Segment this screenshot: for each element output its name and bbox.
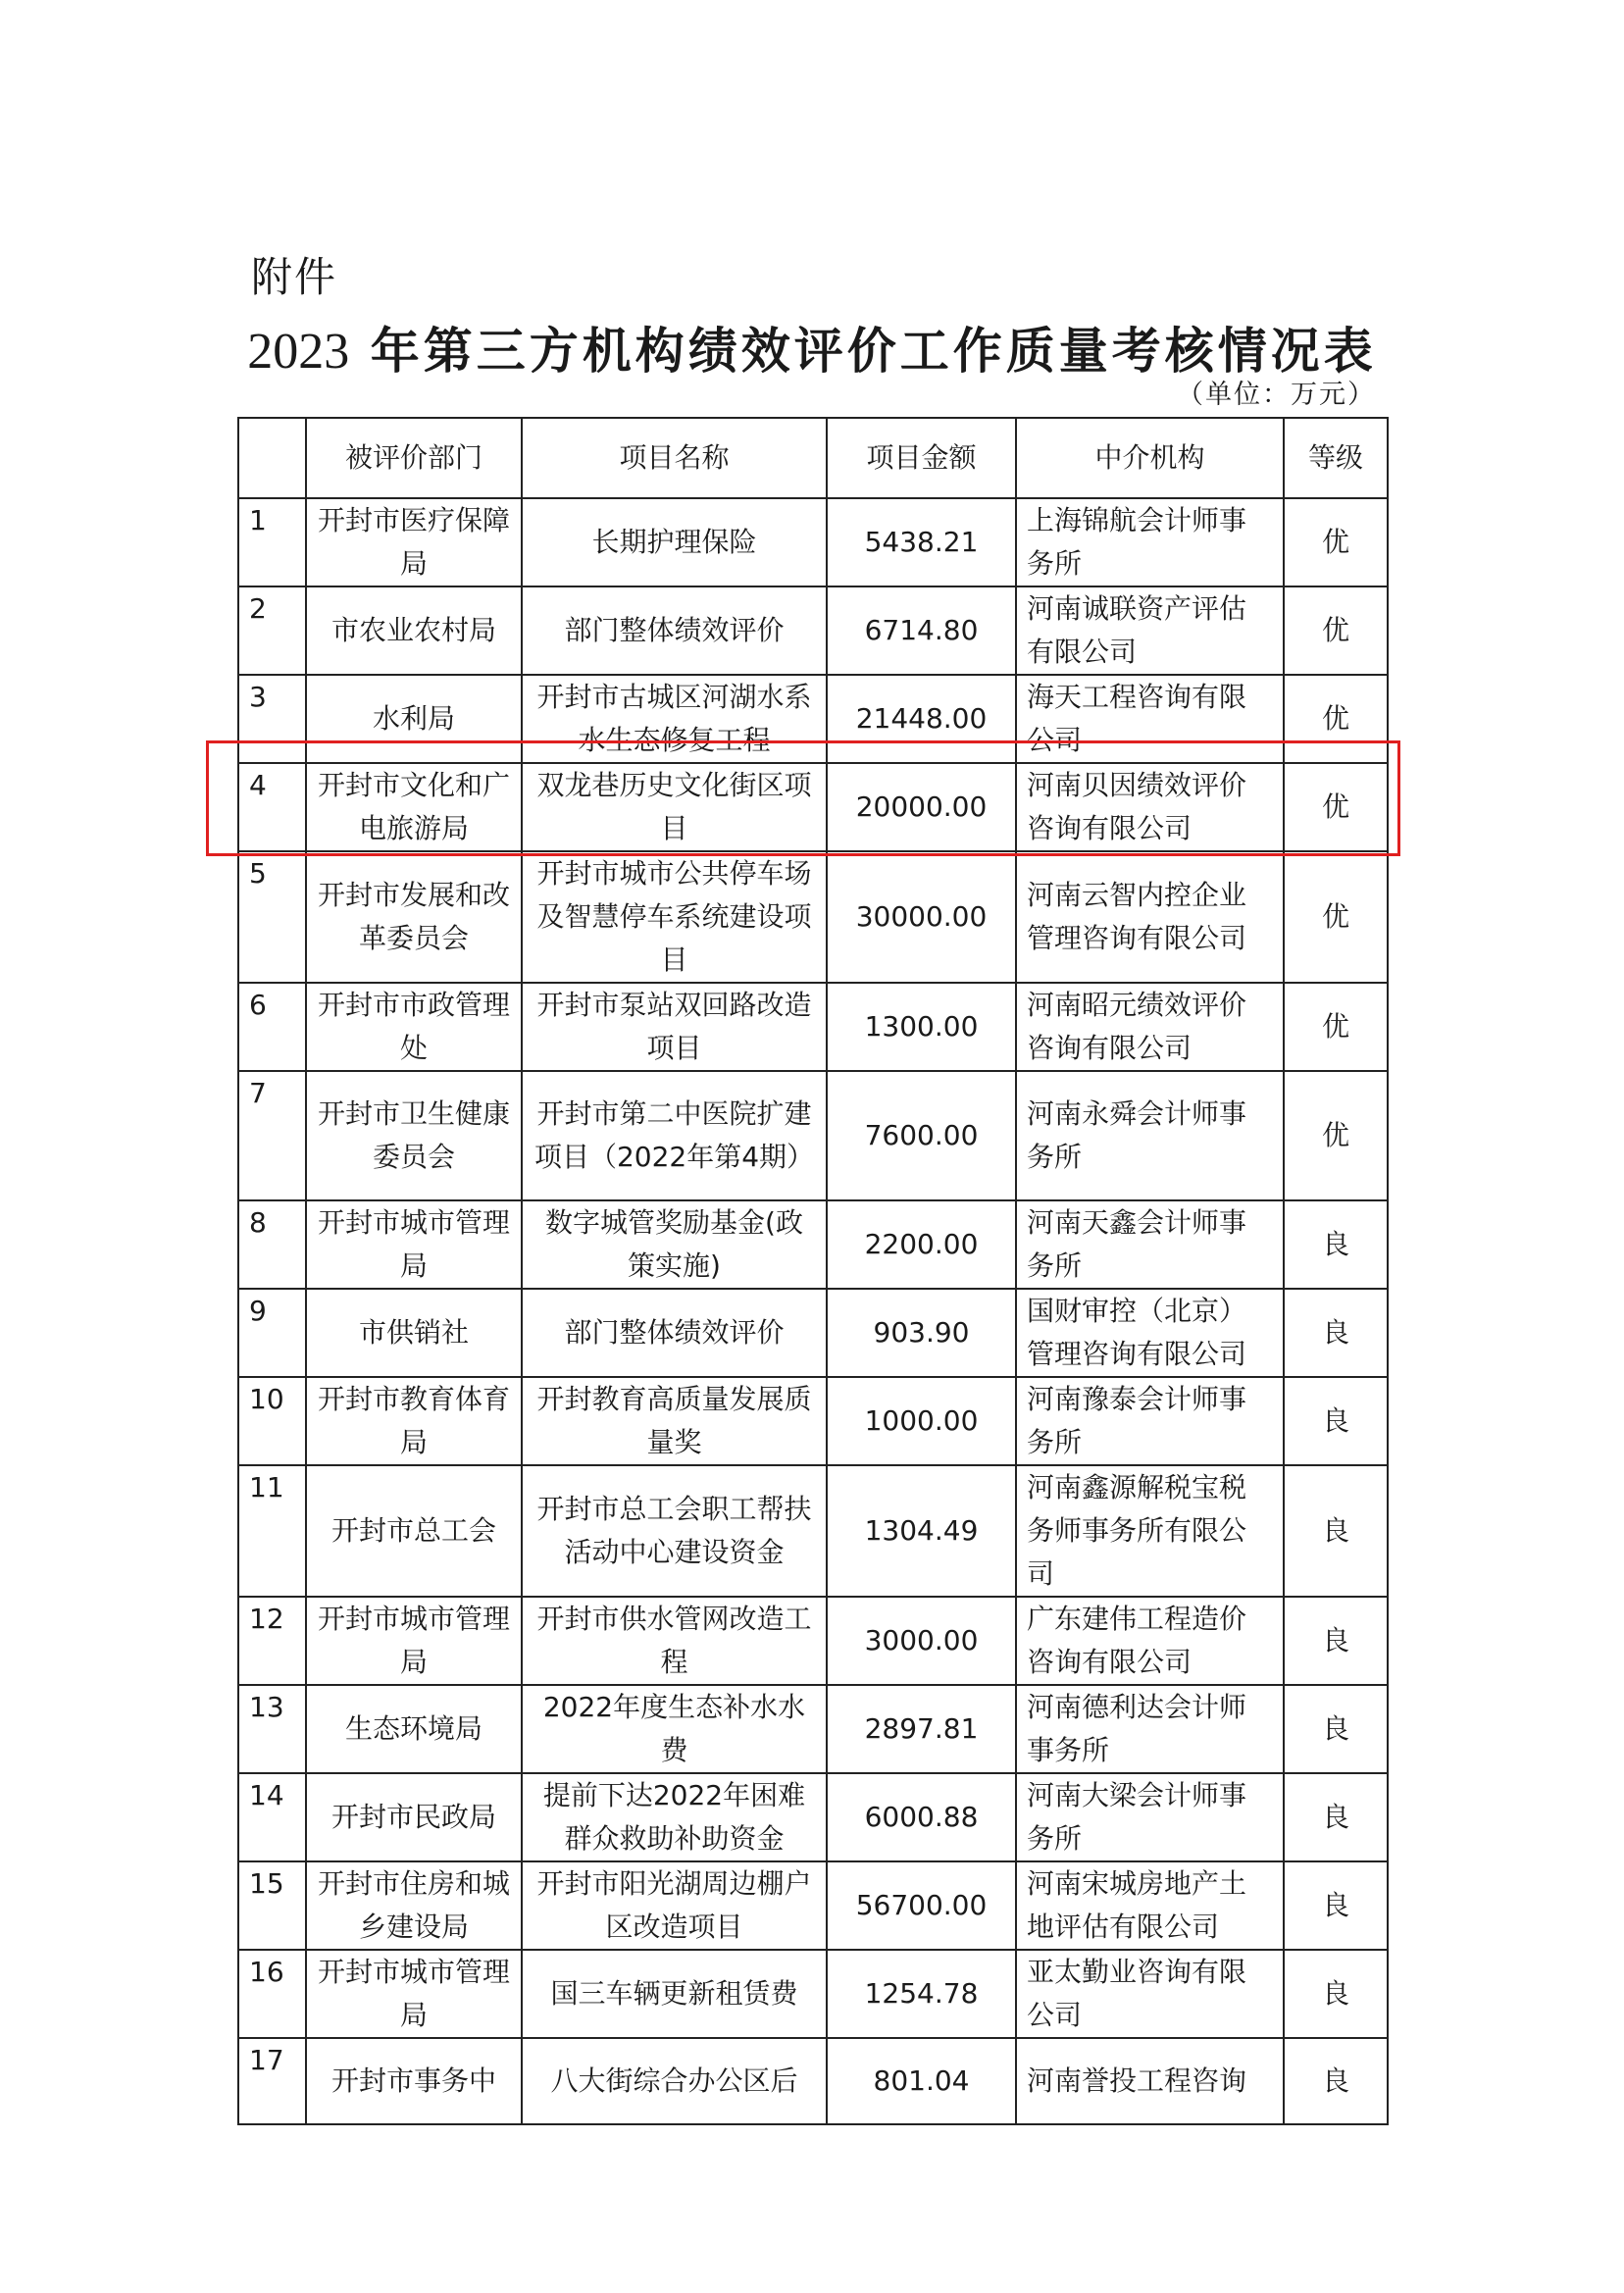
department-cell: 开封市文化和广电旅游局 — [306, 763, 522, 851]
agency-cell: 河南大梁会计师事务所 — [1016, 1773, 1284, 1861]
table-row — [238, 1685, 1388, 1773]
grade-cell: 良 — [1284, 1597, 1388, 1685]
grade-cell: 优 — [1284, 498, 1388, 586]
table-row — [238, 1200, 1388, 1289]
table-row — [238, 1861, 1388, 1950]
row-number: 14 — [238, 1773, 306, 1861]
grade-cell: 良 — [1284, 1861, 1388, 1950]
table-row — [238, 1377, 1388, 1465]
project-name-cell: 2022年度生态补水水费 — [522, 1685, 827, 1773]
table-row — [238, 983, 1388, 1071]
amount-cell: 2200.00 — [827, 1200, 1016, 1289]
agency-cell: 河南永舜会计师事务所 — [1016, 1071, 1284, 1200]
grade-cell: 优 — [1284, 1071, 1388, 1200]
project-name-cell: 提前下达2022年困难群众救助补助资金 — [522, 1773, 827, 1861]
department-cell: 开封市卫生健康委员会 — [306, 1071, 522, 1200]
table-row — [238, 498, 1388, 586]
amount-cell: 21448.00 — [827, 675, 1016, 763]
project-name-cell: 八大街综合办公区后 — [522, 2038, 827, 2124]
project-name-cell: 部门整体绩效评价 — [522, 586, 827, 675]
project-name-cell: 数字城管奖励基金(政策实施) — [522, 1200, 827, 1289]
department-cell: 开封市住房和城乡建设局 — [306, 1861, 522, 1950]
row-number: 13 — [238, 1685, 306, 1773]
agency-cell: 广东建伟工程造价咨询有限公司 — [1016, 1597, 1284, 1685]
project-name-cell: 开封市泵站双回路改造项目 — [522, 983, 827, 1071]
agency-cell: 河南诚联资产评估有限公司 — [1016, 586, 1284, 675]
department-cell: 水利局 — [306, 675, 522, 763]
grade-cell: 优 — [1284, 763, 1388, 851]
header-agency: 中介机构 — [1016, 418, 1284, 498]
agency-cell: 海天工程咨询有限公司 — [1016, 675, 1284, 763]
agency-cell: 河南天鑫会计师事务所 — [1016, 1200, 1284, 1289]
department-cell: 开封市民政局 — [306, 1773, 522, 1861]
title-text: 年第三方机构绩效评价工作质量考核情况表 — [370, 323, 1377, 380]
project-name-cell: 开封市第二中医院扩建项目（2022年第4期） — [522, 1071, 827, 1200]
agency-cell: 河南誉投工程咨询 — [1016, 2038, 1284, 2124]
row-number: 6 — [238, 983, 306, 1071]
attachment-label: 附件 — [251, 253, 338, 301]
header-amount: 项目金额 — [827, 418, 1016, 498]
table-row — [238, 1289, 1388, 1377]
agency-cell: 河南昭元绩效评价咨询有限公司 — [1016, 983, 1284, 1071]
grade-cell: 优 — [1284, 851, 1388, 983]
row-number: 10 — [238, 1377, 306, 1465]
department-cell: 开封市发展和改革委员会 — [306, 851, 522, 983]
department-cell: 生态环境局 — [306, 1685, 522, 1773]
table-row — [238, 1465, 1388, 1597]
header-project: 项目名称 — [522, 418, 827, 498]
project-name-cell: 部门整体绩效评价 — [522, 1289, 827, 1377]
agency-cell: 河南德利达会计师事务所 — [1016, 1685, 1284, 1773]
amount-cell: 1300.00 — [827, 983, 1016, 1071]
amount-cell: 903.90 — [827, 1289, 1016, 1377]
amount-cell: 3000.00 — [827, 1597, 1016, 1685]
page-title — [0, 312, 1624, 382]
project-name-cell: 开封教育高质量发展质量奖 — [522, 1377, 827, 1465]
table-body — [238, 498, 1388, 2124]
table-row — [238, 851, 1388, 983]
row-number: 3 — [238, 675, 306, 763]
grade-cell: 良 — [1284, 2038, 1388, 2124]
project-name-cell: 开封市总工会职工帮扶活动中心建设资金 — [522, 1465, 827, 1597]
row-number: 15 — [238, 1861, 306, 1950]
grade-cell: 优 — [1284, 586, 1388, 675]
grade-cell: 优 — [1284, 983, 1388, 1071]
project-name-cell: 开封市古城区河湖水系水生态修复工程 — [522, 675, 827, 763]
row-number: 4 — [238, 763, 306, 851]
amount-cell: 5438.21 — [827, 498, 1016, 586]
header-dept: 被评价部门 — [306, 418, 522, 498]
assessment-table — [237, 417, 1389, 2125]
row-number: 16 — [238, 1950, 306, 2038]
table-row — [238, 1773, 1388, 1861]
department-cell: 开封市总工会 — [306, 1465, 522, 1597]
amount-cell: 7600.00 — [827, 1071, 1016, 1200]
grade-cell: 良 — [1284, 1200, 1388, 1289]
amount-cell: 30000.00 — [827, 851, 1016, 983]
department-cell: 开封市教育体育局 — [306, 1377, 522, 1465]
row-number: 9 — [238, 1289, 306, 1377]
row-number: 8 — [238, 1200, 306, 1289]
row-number: 12 — [238, 1597, 306, 1685]
department-cell: 开封市城市管理局 — [306, 1597, 522, 1685]
table-row — [238, 1071, 1388, 1200]
grade-cell: 良 — [1284, 1289, 1388, 1377]
department-cell: 开封市医疗保障局 — [306, 498, 522, 586]
agency-cell: 河南宋城房地产土地评估有限公司 — [1016, 1861, 1284, 1950]
grade-cell: 优 — [1284, 675, 1388, 763]
amount-cell: 1304.49 — [827, 1465, 1016, 1597]
amount-cell: 1254.78 — [827, 1950, 1016, 2038]
agency-cell: 亚太勤业咨询有限公司 — [1016, 1950, 1284, 2038]
agency-cell: 河南豫泰会计师事务所 — [1016, 1377, 1284, 1465]
row-number: 5 — [238, 851, 306, 983]
amount-cell: 20000.00 — [827, 763, 1016, 851]
project-name-cell: 开封市城市公共停车场及智慧停车系统建设项目 — [522, 851, 827, 983]
project-name-cell: 开封市供水管网改造工程 — [522, 1597, 827, 1685]
department-cell: 市农业农村局 — [306, 586, 522, 675]
row-number: 2 — [238, 586, 306, 675]
amount-cell: 2897.81 — [827, 1685, 1016, 1773]
header-grade: 等级 — [1284, 418, 1388, 498]
department-cell: 开封市城市管理局 — [306, 1200, 522, 1289]
department-cell: 开封市城市管理局 — [306, 1950, 522, 2038]
table-row — [238, 586, 1388, 675]
amount-cell: 801.04 — [827, 2038, 1016, 2124]
table-header — [238, 418, 1388, 498]
project-name-cell: 开封市阳光湖周边棚户区改造项目 — [522, 1861, 827, 1950]
agency-cell: 国财审控（北京）管理咨询有限公司 — [1016, 1289, 1284, 1377]
grade-cell: 良 — [1284, 1377, 1388, 1465]
amount-cell: 1000.00 — [827, 1377, 1016, 1465]
row-number: 11 — [238, 1465, 306, 1597]
grade-cell: 良 — [1284, 1685, 1388, 1773]
header-no — [238, 418, 306, 498]
agency-cell: 河南鑫源解税宝税务师事务所有限公司 — [1016, 1465, 1284, 1597]
amount-cell: 6714.80 — [827, 586, 1016, 675]
unit-label: （单位：万元） — [1177, 380, 1376, 410]
row-number: 7 — [238, 1071, 306, 1200]
table-row — [238, 2038, 1388, 2124]
project-name-cell: 国三车辆更新租赁费 — [522, 1950, 827, 2038]
table-row — [238, 1597, 1388, 1685]
agency-cell: 河南云智内控企业管理咨询有限公司 — [1016, 851, 1284, 983]
grade-cell: 良 — [1284, 1773, 1388, 1861]
project-name-cell: 长期护理保险 — [522, 498, 827, 586]
row-number: 17 — [238, 2038, 306, 2124]
header-row — [238, 418, 1388, 498]
department-cell: 开封市市政管理处 — [306, 983, 522, 1071]
agency-cell: 上海锦航会计师事务所 — [1016, 498, 1284, 586]
grade-cell: 良 — [1284, 1950, 1388, 2038]
agency-cell: 河南贝因绩效评价咨询有限公司 — [1016, 763, 1284, 851]
department-cell: 市供销社 — [306, 1289, 522, 1377]
table-row — [238, 675, 1388, 763]
row-number: 1 — [238, 498, 306, 586]
department-cell: 开封市事务中 — [306, 2038, 522, 2124]
amount-cell: 6000.88 — [827, 1773, 1016, 1861]
title-year: 2023 — [247, 324, 350, 380]
project-name-cell: 双龙巷历史文化街区项目 — [522, 763, 827, 851]
table-row — [238, 1950, 1388, 2038]
grade-cell: 良 — [1284, 1465, 1388, 1597]
table-row — [238, 763, 1388, 851]
amount-cell: 56700.00 — [827, 1861, 1016, 1950]
